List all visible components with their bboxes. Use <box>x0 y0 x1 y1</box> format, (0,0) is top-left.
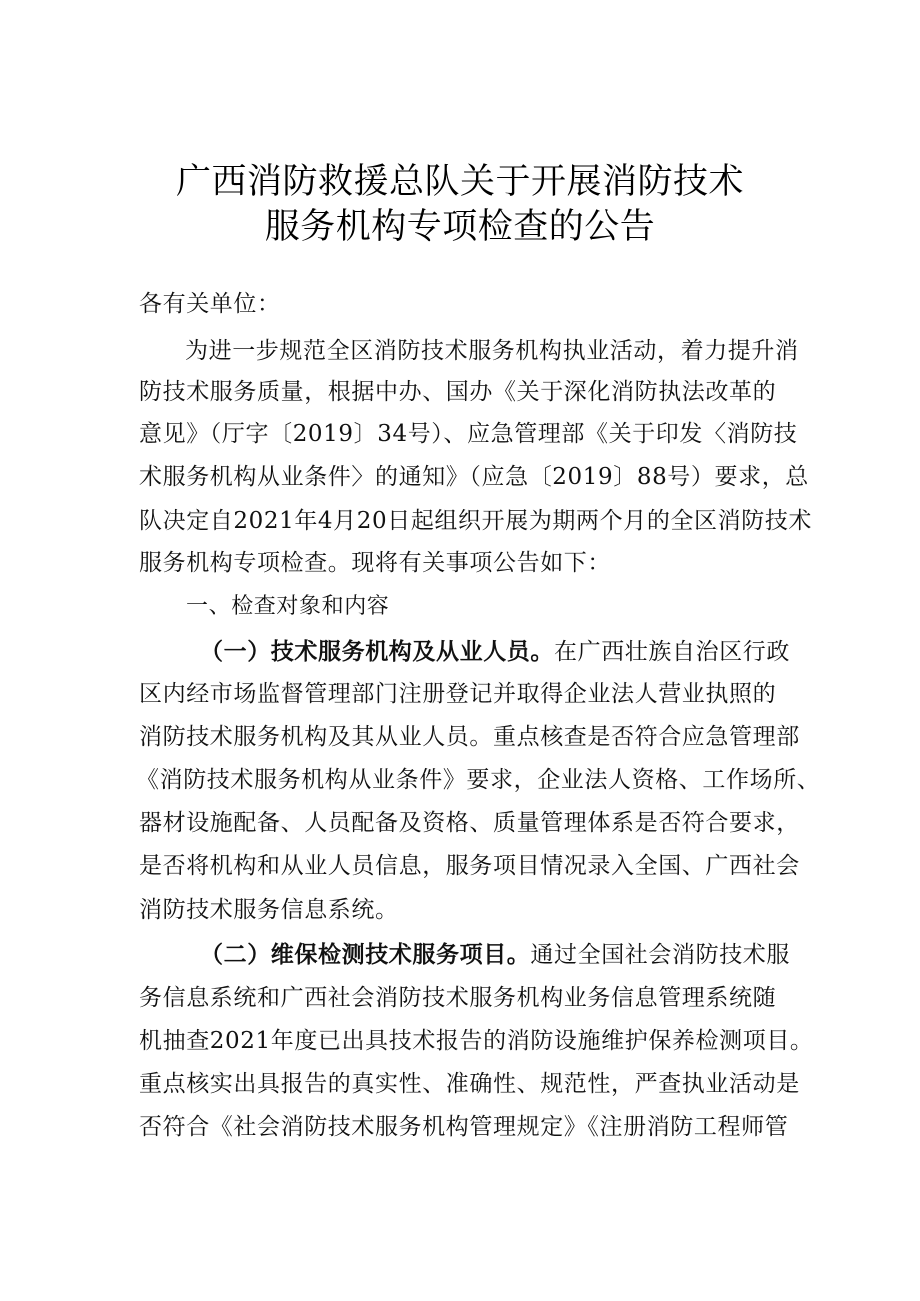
item1-first-line <box>200 637 790 667</box>
item1-lead-rest: 在广西壮族自治区行政 <box>554 639 790 665</box>
intro-line: 意见》（厅字〔2019〕34号）、应急管理部《关于印发〈消防技 <box>139 421 798 447</box>
document-title-line-2: 服务机构专项检查的公告 <box>264 207 656 247</box>
intro-line: 队决定自2021年4月20日起组织开展为期两个月的全区消防技术 <box>139 508 813 534</box>
intro-line: 防技术服务质量，根据中办、国办《关于深化消防执法改革的 <box>139 379 777 405</box>
intro-line: 服务机构专项检查。现将有关事项公告如下： <box>139 550 611 576</box>
item1-line: 消防技术服务机构及其从业人员。重点核查是否符合应急管理部 <box>139 724 800 750</box>
item2-first-line <box>200 940 790 970</box>
salutation: 各有关单位： <box>139 291 281 317</box>
item2-bold-lead: （二）维保检测技术服务项目。 <box>200 941 531 968</box>
intro-line: 术服务机构从业条件〉的通知》（应急〔2019〕88号）要求，总 <box>139 464 809 490</box>
item2-line: 机抽查2021年度已出具技术报告的消防设施维护保养检测项目。 <box>139 1028 814 1054</box>
item1-line: 《消防技术服务机构从业条件》要求，企业法人资格、工作场所、 <box>136 767 821 793</box>
item1-bold-lead: （一）技术服务机构及从业人员。 <box>200 638 554 665</box>
item2-lead-rest: 通过全国社会消防技术服 <box>530 942 791 968</box>
item2-line: 务信息系统和广西社会消防技术服务机构业务信息管理系统随 <box>139 985 777 1011</box>
intro-line: 为进一步规范全区消防技术服务机构执业活动，着力提升消 <box>185 338 799 364</box>
item2-line: 重点核实出具报告的真实性、准确性、规范性，严查执业活动是 <box>139 1071 800 1097</box>
section-heading: 一、检查对象和内容 <box>186 594 390 619</box>
document-title-line-1: 广西消防救援总队关于开展消防技术 <box>175 162 744 202</box>
item1-line: 区内经市场监督管理部门注册登记并取得企业法人营业执照的 <box>139 681 777 707</box>
item1-line: 是否将机构和从业人员信息，服务项目情况录入全国、广西社会 <box>139 853 800 879</box>
item1-line: 器材设施配备、人员配备及资格、质量管理体系是否符合要求， <box>139 810 800 836</box>
item1-line: 消防技术服务信息系统。 <box>139 897 399 923</box>
item2-line: 否符合《社会消防技术服务机构管理规定》《注册消防工程师管 <box>139 1114 789 1140</box>
